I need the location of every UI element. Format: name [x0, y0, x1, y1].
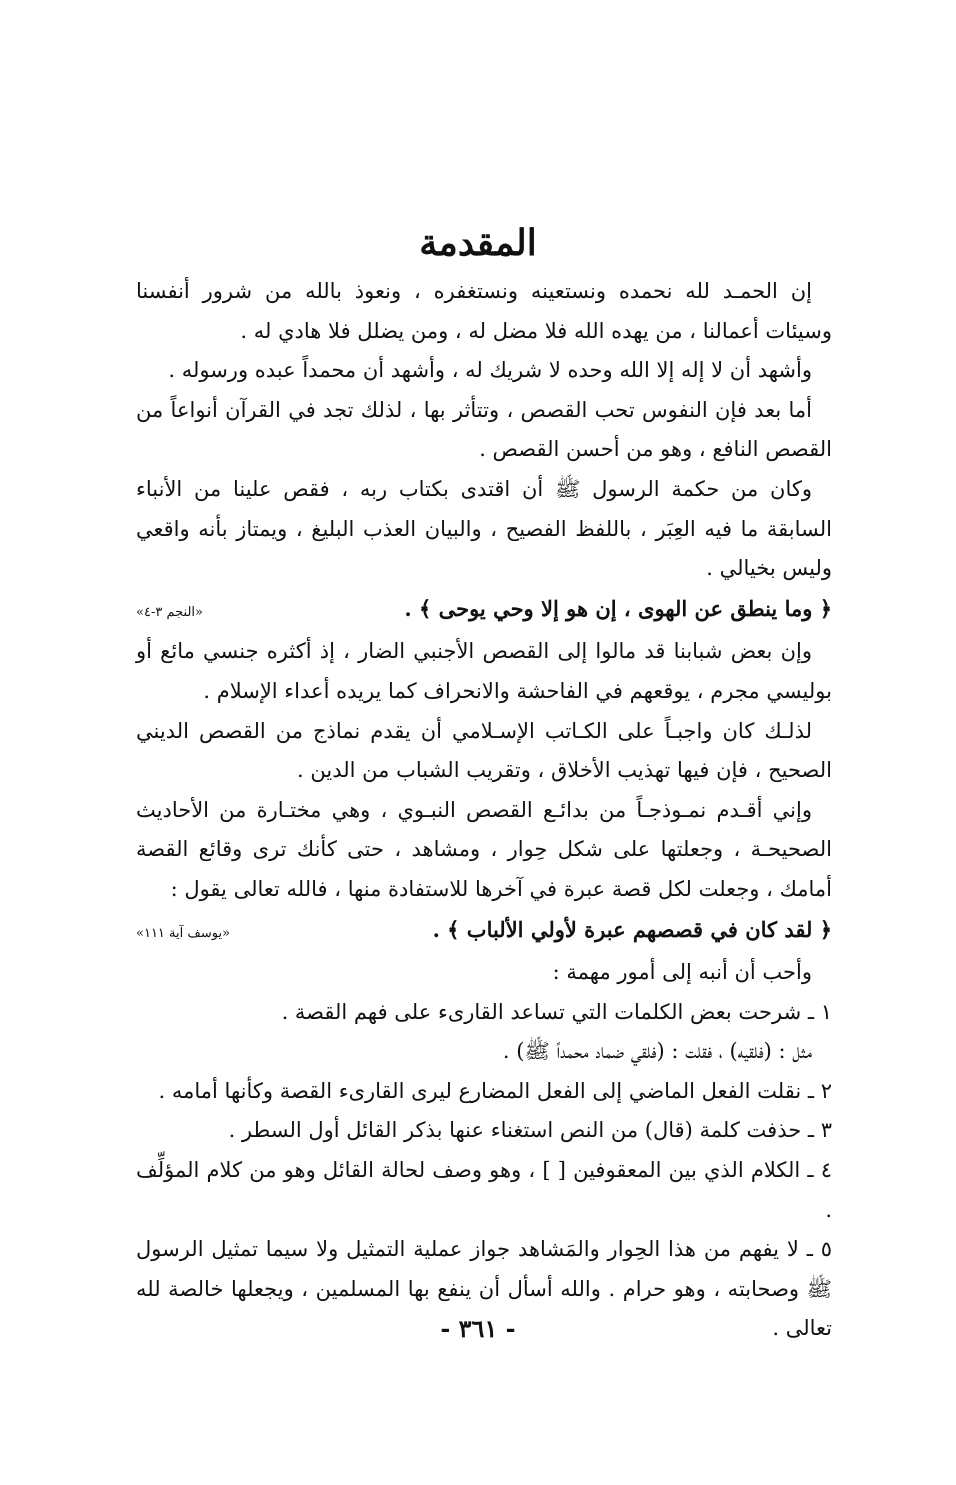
paragraph: لذلـك كان واجبـاً على الكـاتب الإسـلامي أن يقدم نماذج من القصص الديني الصحيح ، فإن فيها تهذيب الأخلاق ، وتقريب الشباب من الدين . — [136, 718, 832, 783]
note-item: ١ ـ شرحت بعض الكلمات التي تساعد القارىء على فهم القصة . — [281, 999, 832, 1024]
paragraph: وكان من حكمة الرسول ﷺ أن اقتدى بكتاب ربه ، فقص علينا من الأنباء السابقة ما فيه العِبَر ، باللفظ الفصيح ، والبيان العذب البليغ ، ويمتاز بأنه واقعي وليس بخيالي . — [136, 476, 832, 581]
page-number: - ٣٦١ - — [440, 1314, 516, 1343]
page-title: المقدمة — [419, 222, 537, 264]
note-item: ٥ ـ لا يفهم من هذا الحِوار والمَشاهد جواز عملية التمثيل ولا سيما تمثيل الرسول ﷺ وصحابته ، وهو حرام . والله أسأل أن ينفع بها المسلمين ، ويجعلها خالصة لله تعالى . — [136, 1237, 832, 1341]
quran-quote — [136, 910, 832, 954]
paragraph: أما بعد فإن النفوس تحب القصص ، وتتأثر بها ، لذلك تجد في القرآن أنواعاً من القصص النافع ، وهو من أحسن القصص . — [136, 397, 832, 462]
paragraph: وأشهد أن لا إله إلا الله وحده لا شريك له ، وأشهد أن محمداً عبده ورسوله . — [168, 358, 812, 383]
body-text — [136, 272, 832, 1349]
paragraph: إن الحمـد لله نحمده ونستعينه ونستغفره ، ونعوذ بالله من شرور أنفسنا وسيئات أعمالنا ، من يهده الله فلا مضل له ، ومن يضلل فلا هادي له . — [136, 279, 832, 343]
note-example: مثل : (فلقيه) ، فقلت : (فلقي ضماد محمداً ﷺ) . — [502, 1039, 812, 1064]
notes-intro: وأحب أن أنبه إلى أمور مهمة : — [552, 960, 812, 985]
quote-reference: «النجم ٣-٤» — [136, 604, 203, 620]
quote-text: ﴿ لقد كان في قصصهم عبرة لأولي الألباب ﴾ . — [432, 916, 832, 942]
quote-reference: «يوسف آية ١١١» — [136, 925, 231, 941]
paragraph: وإني أقـدم نمـوذجـاً من بدائـع القصص النبـوي ، وهي مختـارة من الأحاديث الصحيحـة ، وجعلتها على شكل حِوار ، ومشاهد ، حتى كأنك ترى وقائع القصة أمامك ، وجعلت لكل قصة عبرة في آخرها للاستفادة منها ، فالله تعالى يقول : — [136, 797, 832, 901]
paragraph: وإن بعض شبابنا قد مالوا إلى القصص الأجنبي الضار ، إذ أكثره جنسي مائع أو بوليسي مجرم ، يوقعهم في الفاحشة والانحراف كما يريده أعداء الإسلام . — [136, 639, 832, 703]
note-item: ٢ ـ نقلت الفعل الماضي إلى الفعل المضارع ليرى القارىء القصة وكأنها أمامه . — [158, 1078, 832, 1103]
note-item: ٤ ـ الكلام الذي بين المعقوفين [ ] ، وهو وصف لحالة القائل وهو من كلام المؤلِّف . — [136, 1158, 832, 1222]
quran-quote — [136, 589, 832, 633]
note-item: ٣ ـ حذفت كلمة (قال) من النص استغناء عنها بذكر القائل أول السطر . — [228, 1118, 832, 1143]
quote-text: ﴿ وما ينطق عن الهوى ، إن هو إلا وحي يوحى ﴾ . — [404, 595, 832, 621]
